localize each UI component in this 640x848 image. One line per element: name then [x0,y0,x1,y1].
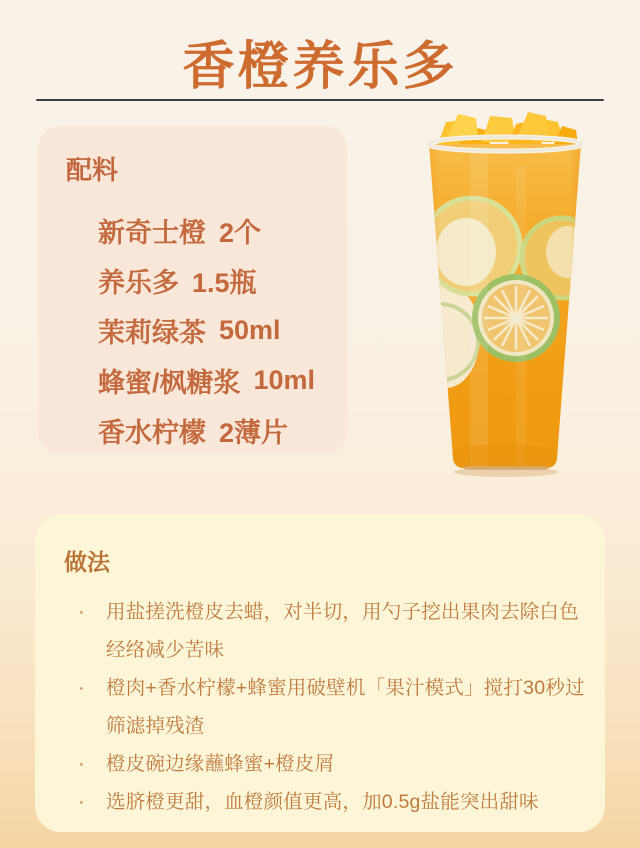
ingredient-row [98,255,347,305]
ingredient-amount: 2薄片 [219,417,289,448]
bullet-dot: · [78,753,85,775]
ingredient-row [98,405,347,455]
ingredient-name: 茉莉绿茶 [98,317,206,348]
step-text: 橙皮碗边缘蘸蜂蜜+橙皮屑 [106,753,335,775]
step-text: 橙肉+香水柠檬+蜂蜜用破壁机「果汁模式」搅打30秒过筛滤掉残渣 [106,677,585,737]
ingredient-row [98,205,347,255]
title-divider [36,99,604,101]
ingredient-amount: 50ml [219,314,281,345]
instructions-card [35,514,605,832]
step-text: 选脐橙更甜，血橙颜值更高，加0.5g盐能突出甜味 [106,791,539,813]
ingredients-card [38,126,347,454]
bullet-dot: · [78,791,85,813]
instruction-step [72,783,605,821]
ingredient-row [98,355,347,405]
instructions-heading: 做法 [64,549,110,575]
ingredient-name: 新奇士橙 [98,217,206,248]
step-text: 用盐搓洗橙皮去蜡，对半切，用勺子挖出果肉去除白色经络减少苦味 [106,601,579,661]
ingredients-heading: 配料 [66,155,119,185]
bullet-dot: · [78,601,85,623]
ingredient-amount: 2个 [219,217,262,248]
instruction-step [72,593,605,669]
ingredient-name: 蜂蜜/枫糖浆 [98,367,241,398]
bullet-dot: · [78,677,85,699]
page-title: 香橙养乐多 [182,38,458,96]
instruction-step [72,669,605,745]
orange-drink-image [420,106,590,478]
ingredient-name: 养乐多 [98,267,179,298]
instruction-step [72,745,605,783]
ingredient-name: 香水柠檬 [98,417,206,448]
ingredient-amount: 1.5瓶 [192,267,257,298]
ingredient-row [98,305,347,355]
ingredient-amount: 10ml [253,364,316,395]
